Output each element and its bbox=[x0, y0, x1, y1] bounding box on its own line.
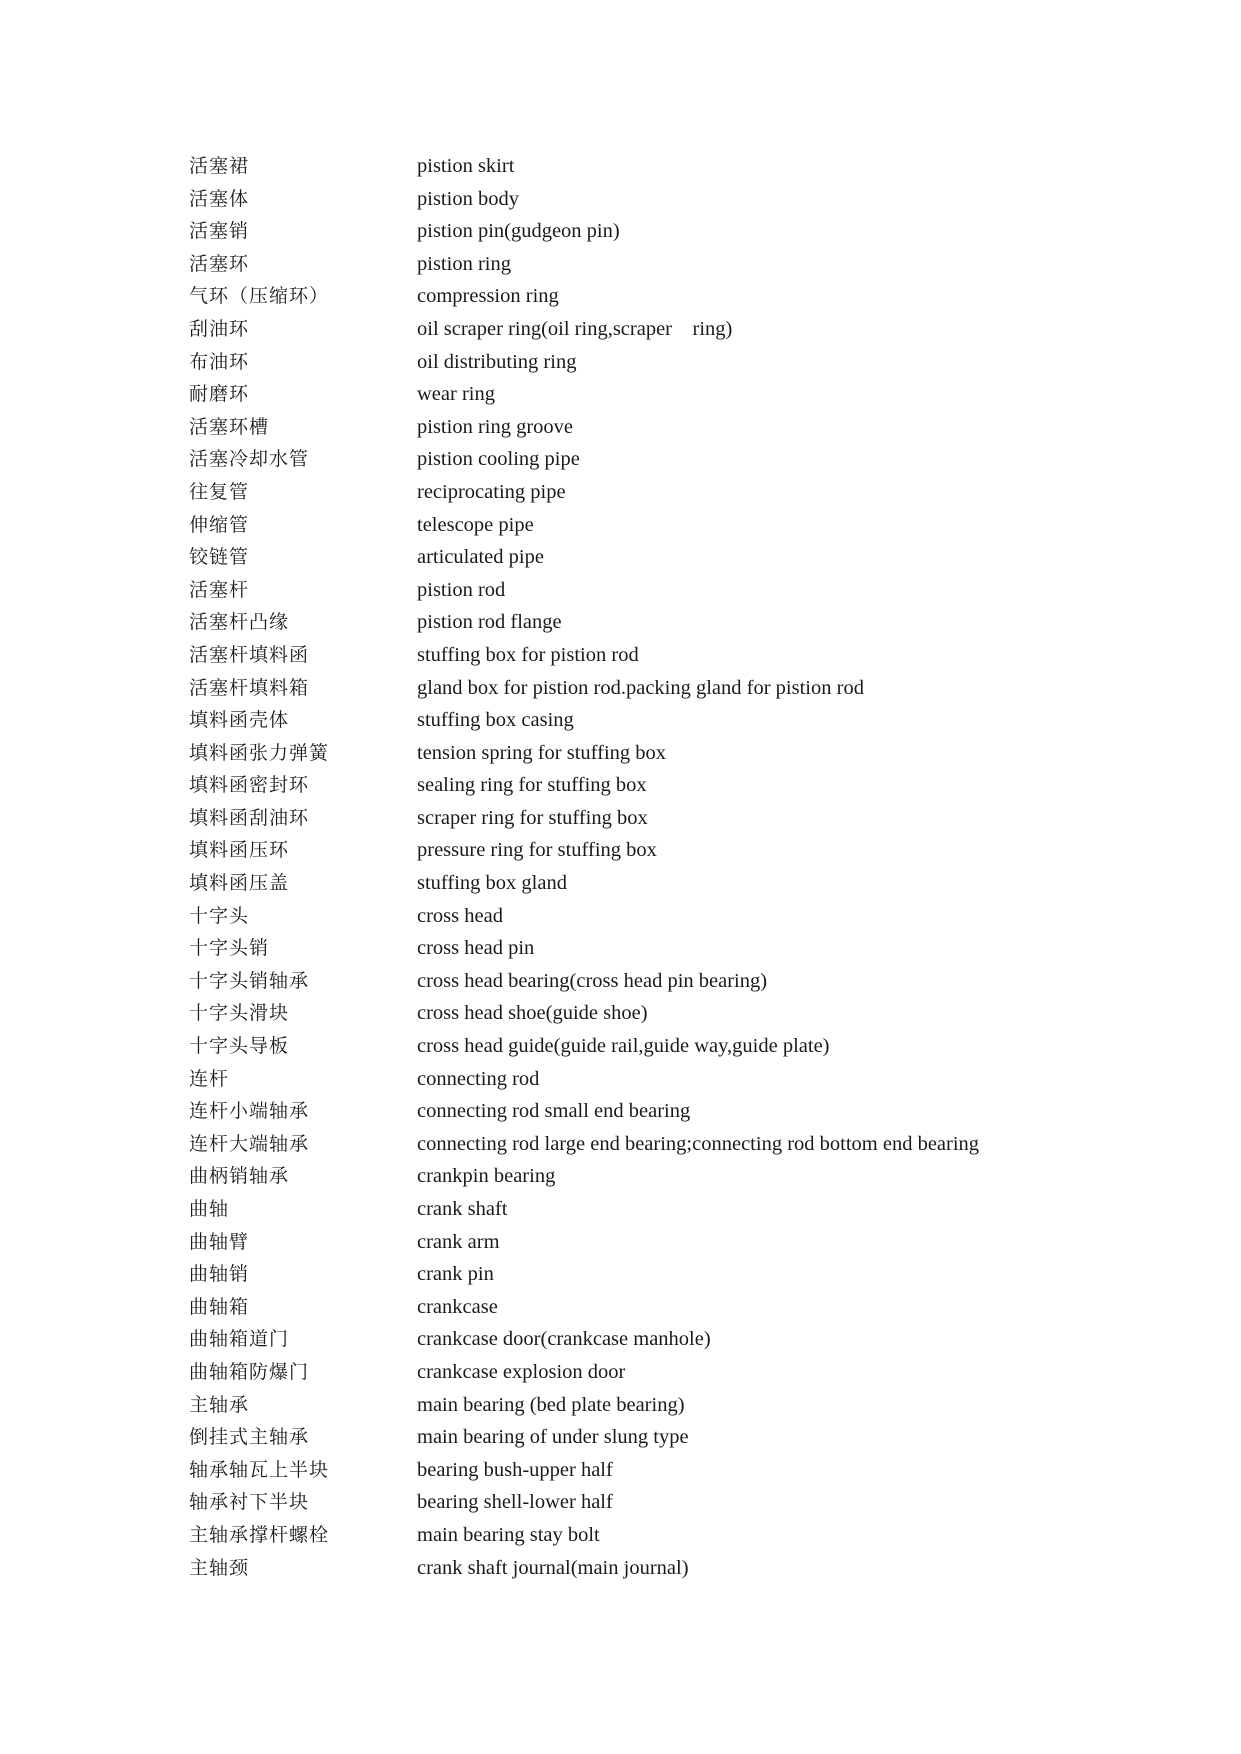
glossary-row bbox=[189, 867, 1089, 900]
glossary-row bbox=[189, 1356, 1089, 1389]
chinese-term: 曲轴销 bbox=[189, 1263, 250, 1286]
english-term: crankpin bearing bbox=[417, 1165, 556, 1188]
glossary-row bbox=[189, 509, 1089, 542]
glossary-row bbox=[189, 997, 1089, 1030]
chinese-term: 曲轴箱 bbox=[189, 1295, 250, 1318]
glossary-row bbox=[189, 1258, 1089, 1291]
chinese-term: 活塞杆凸缘 bbox=[189, 611, 290, 634]
chinese-term: 主轴承 bbox=[189, 1393, 250, 1416]
glossary-row bbox=[189, 737, 1089, 770]
glossary-row bbox=[189, 411, 1089, 444]
chinese-term: 铰链管 bbox=[189, 546, 250, 569]
chinese-term: 耐磨环 bbox=[189, 383, 250, 406]
glossary-row bbox=[189, 1552, 1089, 1585]
glossary-row bbox=[189, 1389, 1089, 1422]
glossary-row bbox=[189, 639, 1089, 672]
chinese-term: 主轴颈 bbox=[189, 1556, 250, 1579]
english-term: crank arm bbox=[417, 1230, 500, 1253]
english-term: scraper ring for stuffing box bbox=[417, 806, 648, 829]
glossary-row bbox=[189, 1421, 1089, 1454]
chinese-term: 活塞杆填料函 bbox=[189, 643, 310, 666]
glossary-row bbox=[189, 932, 1089, 965]
glossary-row bbox=[189, 280, 1089, 313]
glossary-row bbox=[189, 834, 1089, 867]
chinese-term: 曲轴箱道门 bbox=[189, 1328, 290, 1351]
english-term: pistion cooling pipe bbox=[417, 448, 580, 471]
chinese-term: 十字头滑块 bbox=[189, 1002, 290, 1025]
english-term: cross head bbox=[417, 904, 503, 927]
english-term: pistion pin(gudgeon pin) bbox=[417, 220, 620, 243]
chinese-term: 填料函张力弹簧 bbox=[189, 741, 330, 764]
chinese-term: 轴承衬下半块 bbox=[189, 1491, 310, 1514]
english-term: cross head shoe(guide shoe) bbox=[417, 1002, 648, 1025]
chinese-term: 伸缩管 bbox=[189, 513, 250, 536]
chinese-term: 曲轴 bbox=[189, 1198, 230, 1220]
chinese-term: 连杆小端轴承 bbox=[189, 1100, 310, 1123]
glossary-row bbox=[189, 215, 1089, 248]
glossary-row bbox=[189, 346, 1089, 379]
glossary-row bbox=[189, 1063, 1089, 1096]
english-term: pistion ring groove bbox=[417, 415, 574, 438]
chinese-term: 曲柄销轴承 bbox=[189, 1165, 290, 1188]
glossary-row bbox=[189, 1454, 1089, 1487]
english-term: crank shaft journal(main journal) bbox=[417, 1556, 689, 1579]
english-term: stuffing box casing bbox=[417, 709, 574, 732]
glossary-row bbox=[189, 443, 1089, 476]
english-term: telescope pipe bbox=[417, 513, 534, 536]
chinese-term: 连杆 bbox=[189, 1067, 230, 1090]
chinese-term: 气环（压缩环） bbox=[189, 285, 330, 308]
english-term: connecting rod small end bearing bbox=[417, 1100, 691, 1123]
glossary-row bbox=[189, 1291, 1089, 1324]
english-term: connecting rod large end bearing;connecting rod bottom end bearing bbox=[417, 1132, 980, 1155]
glossary-row bbox=[189, 1486, 1089, 1519]
english-term: pistion body bbox=[417, 187, 519, 210]
glossary-row bbox=[189, 672, 1089, 705]
chinese-term: 填料函壳体 bbox=[189, 709, 290, 732]
chinese-term: 曲轴臂 bbox=[189, 1230, 250, 1253]
english-term: bearing shell-lower half bbox=[417, 1491, 613, 1514]
chinese-term: 十字头 bbox=[189, 904, 250, 927]
glossary-row bbox=[189, 965, 1089, 998]
chinese-term: 填料函压环 bbox=[189, 839, 290, 862]
english-term: compression ring bbox=[417, 285, 559, 308]
english-term: stuffing box gland bbox=[417, 872, 567, 895]
english-term: bearing bush-upper half bbox=[417, 1458, 613, 1481]
chinese-term: 填料函刮油环 bbox=[189, 806, 310, 829]
glossary-row bbox=[189, 769, 1089, 802]
english-term: stuffing box for pistion rod bbox=[417, 643, 639, 666]
english-term: wear ring bbox=[417, 383, 495, 406]
glossary-row bbox=[189, 1193, 1089, 1226]
chinese-term: 填料函密封环 bbox=[189, 774, 310, 797]
glossary-row bbox=[189, 150, 1089, 183]
glossary-row bbox=[189, 248, 1089, 281]
chinese-term: 活塞裙 bbox=[189, 155, 250, 177]
glossary-row bbox=[189, 313, 1089, 346]
english-term: connecting rod bbox=[417, 1067, 540, 1090]
english-term: tension spring for stuffing box bbox=[417, 741, 667, 764]
english-term: oil scraper ring(oil ring,scraper ring) bbox=[417, 317, 733, 340]
chinese-term: 布油环 bbox=[189, 350, 250, 373]
chinese-term: 轴承轴瓦上半块 bbox=[189, 1458, 330, 1481]
english-term: main bearing of under slung type bbox=[417, 1426, 689, 1449]
chinese-term: 倒挂式主轴承 bbox=[189, 1426, 310, 1449]
english-term: crank pin bbox=[417, 1263, 494, 1286]
chinese-term: 十字头导板 bbox=[189, 1035, 290, 1058]
english-term: pistion ring bbox=[417, 252, 511, 275]
english-term: pistion skirt bbox=[417, 155, 515, 177]
english-term: pressure ring for stuffing box bbox=[417, 839, 657, 862]
glossary-row bbox=[189, 1030, 1089, 1063]
glossary-row bbox=[189, 1226, 1089, 1259]
glossary-row bbox=[189, 606, 1089, 639]
english-term: crankcase bbox=[417, 1295, 498, 1318]
english-term: cross head pin bbox=[417, 937, 535, 960]
glossary-row bbox=[189, 476, 1089, 509]
chinese-term: 往复管 bbox=[189, 480, 250, 503]
glossary-row bbox=[189, 704, 1089, 737]
english-term: reciprocating pipe bbox=[417, 480, 566, 503]
chinese-term: 活塞杆 bbox=[189, 578, 250, 601]
english-term: sealing ring for stuffing box bbox=[417, 774, 647, 797]
chinese-term: 连杆大端轴承 bbox=[189, 1132, 310, 1155]
glossary-row bbox=[189, 378, 1089, 411]
chinese-term: 十字头销 bbox=[189, 937, 270, 960]
english-term: crankcase door(crankcase manhole) bbox=[417, 1328, 711, 1351]
english-term: cross head guide(guide rail,guide way,guide plate) bbox=[417, 1035, 830, 1058]
english-term: cross head bearing(cross head pin bearing) bbox=[417, 969, 768, 992]
glossary-row bbox=[189, 541, 1089, 574]
glossary-row bbox=[189, 574, 1089, 607]
chinese-term: 十字头销轴承 bbox=[189, 969, 310, 992]
chinese-term: 活塞销 bbox=[189, 220, 250, 243]
english-term: articulated pipe bbox=[417, 546, 544, 569]
chinese-term: 填料函压盖 bbox=[189, 872, 290, 895]
chinese-term: 主轴承撑杆螺栓 bbox=[189, 1523, 330, 1546]
glossary-row bbox=[189, 183, 1089, 216]
english-term: oil distributing ring bbox=[417, 350, 577, 373]
chinese-term: 活塞环 bbox=[189, 252, 250, 275]
english-term: pistion rod bbox=[417, 578, 506, 601]
english-term: pistion rod flange bbox=[417, 611, 562, 634]
glossary-row bbox=[189, 1128, 1089, 1161]
glossary-row bbox=[189, 900, 1089, 933]
english-term: crankcase explosion door bbox=[417, 1360, 626, 1383]
english-term: main bearing (bed plate bearing) bbox=[417, 1393, 685, 1416]
chinese-term: 活塞体 bbox=[189, 187, 250, 210]
glossary-row bbox=[189, 1095, 1089, 1128]
chinese-term: 活塞环槽 bbox=[189, 415, 270, 438]
glossary-row bbox=[189, 1160, 1089, 1193]
glossary-row bbox=[189, 1323, 1089, 1356]
glossary-row bbox=[189, 802, 1089, 835]
chinese-term: 曲轴箱防爆门 bbox=[189, 1360, 310, 1383]
glossary-row bbox=[189, 1519, 1089, 1552]
chinese-term: 活塞杆填料箱 bbox=[189, 676, 310, 699]
english-term: gland box for pistion rod.packing gland for pistion rod bbox=[417, 676, 864, 699]
glossary-list bbox=[189, 150, 1089, 1584]
chinese-term: 活塞冷却水管 bbox=[189, 448, 310, 471]
chinese-term: 刮油环 bbox=[189, 317, 250, 340]
english-term: main bearing stay bolt bbox=[417, 1523, 600, 1546]
english-term: crank shaft bbox=[417, 1198, 508, 1220]
